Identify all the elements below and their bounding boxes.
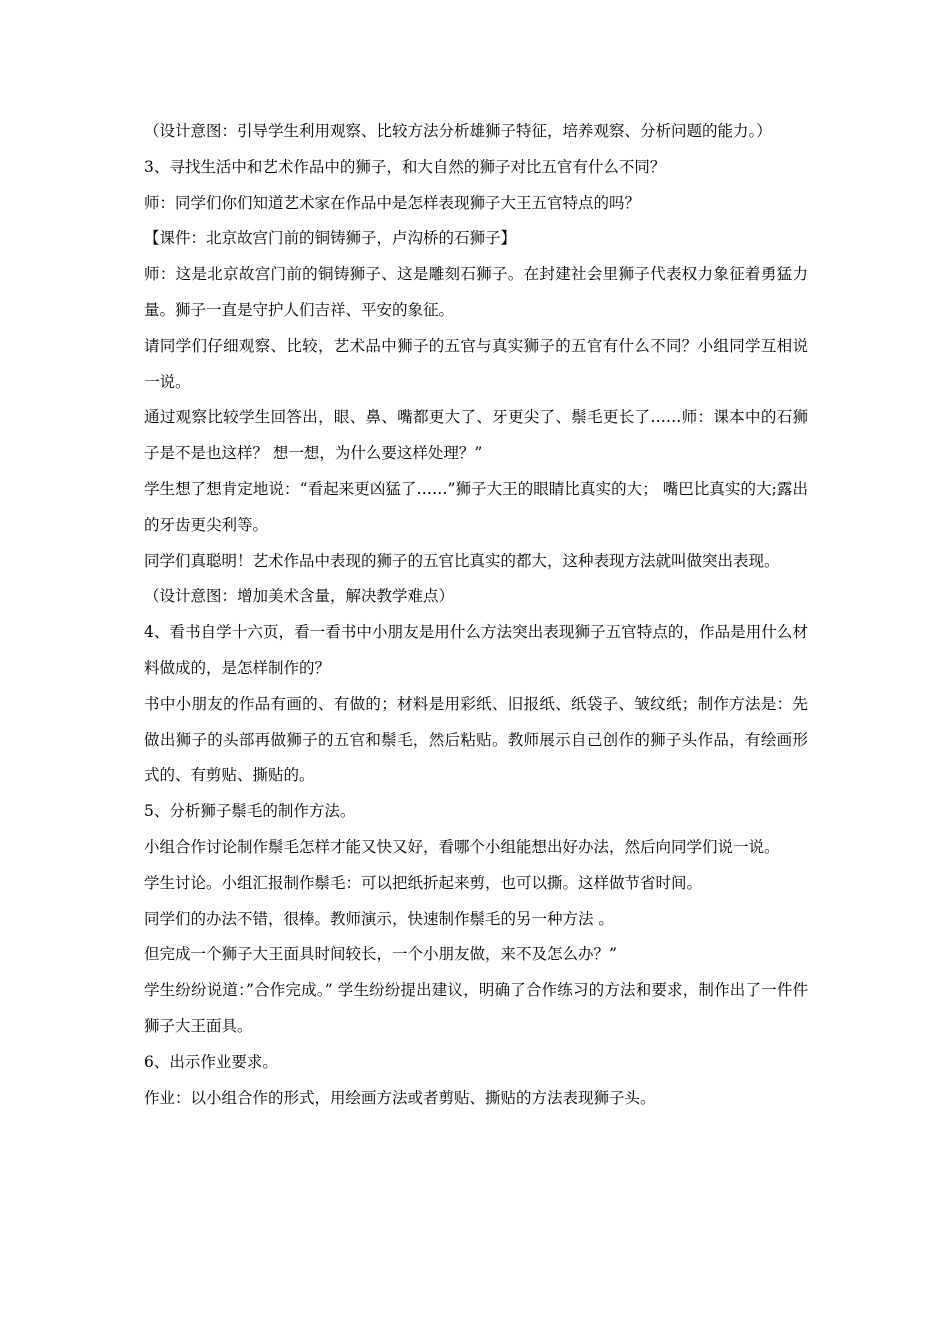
paragraph-courseware: 【课件：北京故宫门前的铜铸狮子，卢沟桥的石狮子】: [144, 229, 517, 248]
paragraph-teacher-demo: 同学们的办法不错，很棒。教师演示，快速制作鬃毛的另一种方法 。: [144, 909, 614, 928]
paragraph-student-think: 学生想了想肯定地说：“看起来更凶猛了……”狮子大王的眼睛比真实的大； 嘴巴比真实的大;露出的牙齿更尖利等。: [144, 479, 808, 534]
paragraph-step-4: 4、看书自学十六页，看一看书中小朋友是用什么方法突出表现狮子五官特点的，作品是用什么材料做成的，是怎样制作的？: [144, 623, 808, 677]
paragraph-step-6: 6、出示作业要求。: [144, 1052, 278, 1071]
paragraph-homework: 作业：以小组合作的形式，用绘画方法或者剪贴、撕贴的方法表现狮子头。: [144, 1088, 656, 1107]
paragraph-cooperate: 学生纷纷说道：”合作完成。” 学生纷纷提出建议，明确了合作练习的方法和要求，制作出了一件件狮子大王面具。: [144, 981, 808, 1035]
paragraph-book-works: 书中小朋友的作品有画的、有做的；材料是用彩纸、旧报纸、纸袋子、皱纹纸；制作方法是：先做出狮子的头部再做狮子的五官和鬃毛，然后粘贴。教师展示自己创作的狮子头作品，有绘画形式的、有剪贴、撕贴的。: [144, 694, 808, 785]
paragraph-design-intent-2: （设计意图：增加美术含量，解决教学难点）: [144, 587, 455, 606]
paragraph-time-question: 但完成一个狮子大王面具时间较长，一个小朋友做，来不及怎么办？”: [144, 945, 617, 964]
paragraph-group-discuss: 小组合作讨论制作鬃毛怎样才能又快又好，看哪个小组能想出好办法，然后向同学们说一说。: [144, 837, 780, 856]
paragraph-teacher-question: 师：同学们你们知道艺术家在作品中是怎样表现狮子大王五官特点的吗？: [144, 193, 641, 212]
document-body: [144, 114, 808, 1116]
paragraph-observe-compare: 请同学们仔细观察、比较，艺术品中狮子的五官与真实狮子的五官有什么不同？小组同学互相说一说。: [144, 336, 808, 391]
paragraph-praise: 同学们真聪明！艺术作品中表现的狮子的五官比真实的都大，这种表现方法就叫做突出表现。: [144, 551, 780, 570]
paragraph-step-5: 5、分析狮子鬃毛的制作方法。: [144, 802, 356, 821]
paragraph-design-intent-1: （设计意图：引导学生利用观察、比较方法分析雄狮子特征，培养观察、分析问题的能力。）: [144, 122, 772, 140]
paragraph-student-discuss: 学生讨论。小组汇报制作鬃毛：可以把纸折起来剪，也可以撕。这样做节省时间。: [144, 873, 703, 892]
paragraph-step-3: 3、寻找生活中和艺术作品中的狮子，和大自然的狮子对比五官有什么不同？: [144, 157, 666, 176]
paragraph-teacher-explain: 师：这是北京故宫门前的铜铸狮子、这是雕刻石狮子。在封建社会里狮子代表权力象征着勇猛力量。狮子一直是守护人们吉祥、平安的象征。: [144, 265, 808, 319]
paragraph-student-answer: 通过观察比较学生回答出，眼、鼻、嘴都更大了、牙更尖了、鬃毛更长了……师：课本中的石狮子是不是也这样？ 想一想，为什么要这样处理？”: [144, 408, 808, 463]
